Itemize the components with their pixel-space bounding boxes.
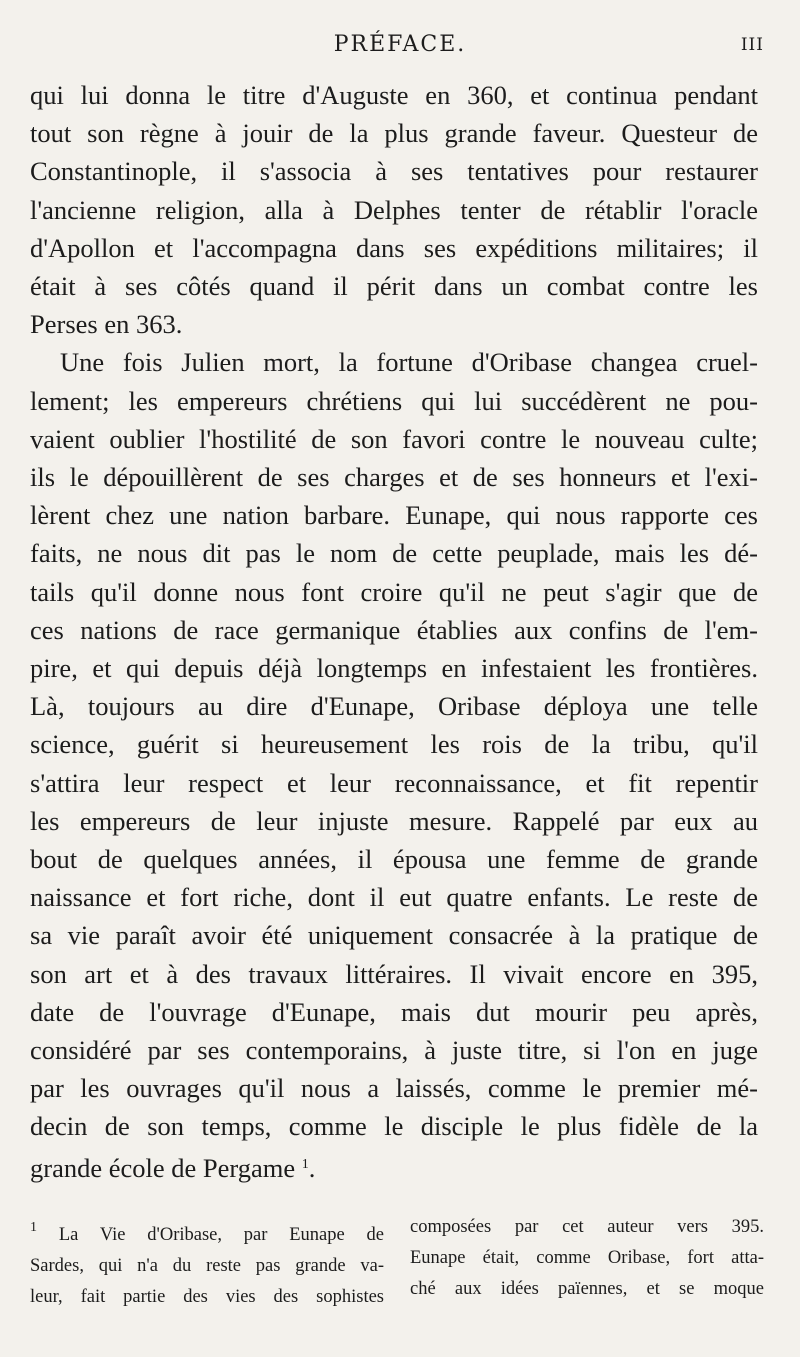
text-line-last-text: grande école de Pergame bbox=[30, 1152, 296, 1183]
footnote-line-text: La Vie d'Oribase, par Eunape de bbox=[58, 1225, 385, 1245]
footnote-column-left bbox=[30, 1212, 384, 1313]
footnote-line bbox=[30, 1212, 384, 1251]
text-line: tout son règne à jouir de la plus grande faveur. Questeur de bbox=[30, 118, 758, 149]
text-line: pire, et qui depuis déjà longtemps en infestaient les frontières. bbox=[30, 653, 758, 684]
footnote-line: leur, fait partie des vies des sophistes bbox=[30, 1287, 384, 1307]
running-head bbox=[0, 32, 800, 62]
text-line: ces nations de race germanique établies aux confins de l'em- bbox=[30, 614, 758, 645]
text-line: par les ouvrages qu'il nous a laissés, comme le premier mé- bbox=[30, 1073, 758, 1104]
text-line: s'attira leur respect et leur reconnaissance, et fit repentir bbox=[30, 767, 758, 798]
footnote-marker: 1 bbox=[30, 1220, 37, 1235]
footnote-line: Eunape était, comme Oribase, fort atta- bbox=[410, 1248, 764, 1268]
text-line: bout de quelques années, il épousa une femme de grande bbox=[30, 844, 758, 875]
text-line: qui lui donna le titre d'Auguste en 360, et continua pendant bbox=[30, 80, 758, 110]
footnote-line: composées par cet auteur vers 395. bbox=[410, 1217, 764, 1237]
footnote-column-right bbox=[410, 1212, 764, 1305]
text-line: Constantinople, il s'associa à ses tentatives pour restaurer bbox=[30, 156, 758, 187]
sentence-period: . bbox=[308, 1152, 316, 1183]
main-text bbox=[30, 76, 758, 1187]
text-line: les empereurs de leur injuste mesure. Rappelé par eux au bbox=[30, 805, 758, 836]
footnote-line: ché aux idées païennes, et se moque bbox=[410, 1279, 764, 1299]
text-line: l'ancienne religion, alla à Delphes tenter de rétablir l'oracle bbox=[30, 194, 758, 225]
text-line: Une fois Julien mort, la fortune d'Oribase changea cruel- bbox=[60, 347, 758, 378]
text-line: d'Apollon et l'accompagna dans ses expéditions militaires; il bbox=[30, 232, 758, 263]
text-line: sa vie paraît avoir été uniquement consacrée à la pratique de bbox=[30, 920, 758, 951]
footnote-reference[interactable]: 1 bbox=[301, 1156, 309, 1172]
text-line: tails qu'il donne nous font croire qu'il ne peut s'agir que de bbox=[30, 576, 758, 607]
footnote-line: Sardes, qui n'a du reste pas grande va- bbox=[30, 1256, 384, 1276]
text-line: son art et à des travaux littéraires. Il vivait encore en 395, bbox=[30, 958, 758, 989]
page-number: III bbox=[740, 35, 764, 55]
text-line: faits, ne nous dit pas le nom de cette peuplade, mais les dé- bbox=[30, 538, 758, 569]
text-line: vaient oublier l'hostilité de son favori contre le nouveau culte; bbox=[30, 423, 758, 454]
text-line-last bbox=[30, 1146, 758, 1187]
text-line: considéré par ses contemporains, à juste titre, si l'on en juge bbox=[30, 1035, 758, 1066]
text-line: date de l'ouvrage d'Eunape, mais dut mourir peu après, bbox=[30, 996, 758, 1027]
text-line: naissance et fort riche, dont il eut quatre enfants. Le reste de bbox=[30, 882, 758, 913]
text-line: science, guérit si heureusement les rois de la tribu, qu'il bbox=[30, 729, 758, 760]
text-line: Perses en 363. bbox=[30, 309, 183, 340]
text-line: lèrent chez une nation barbare. Eunape, qui nous rapporte ces bbox=[30, 500, 758, 531]
text-line: était à ses côtés quand il périt dans un combat contre les bbox=[30, 271, 758, 302]
paragraph-2 bbox=[30, 343, 758, 1186]
text-line: lement; les empereurs chrétiens qui lui succédèrent ne pou- bbox=[30, 385, 758, 416]
running-title: PRÉFACE. bbox=[333, 32, 467, 57]
text-line: Là, toujours au dire d'Eunape, Oribase déploya une telle bbox=[30, 691, 758, 722]
text-line: decin de son temps, comme le disciple le plus fidèle de la bbox=[30, 1111, 758, 1142]
paragraph-1 bbox=[30, 76, 758, 343]
text-line: ils le dépouillèrent de ses charges et de ses honneurs et l'exi- bbox=[30, 462, 758, 493]
footnotes bbox=[30, 1212, 764, 1312]
